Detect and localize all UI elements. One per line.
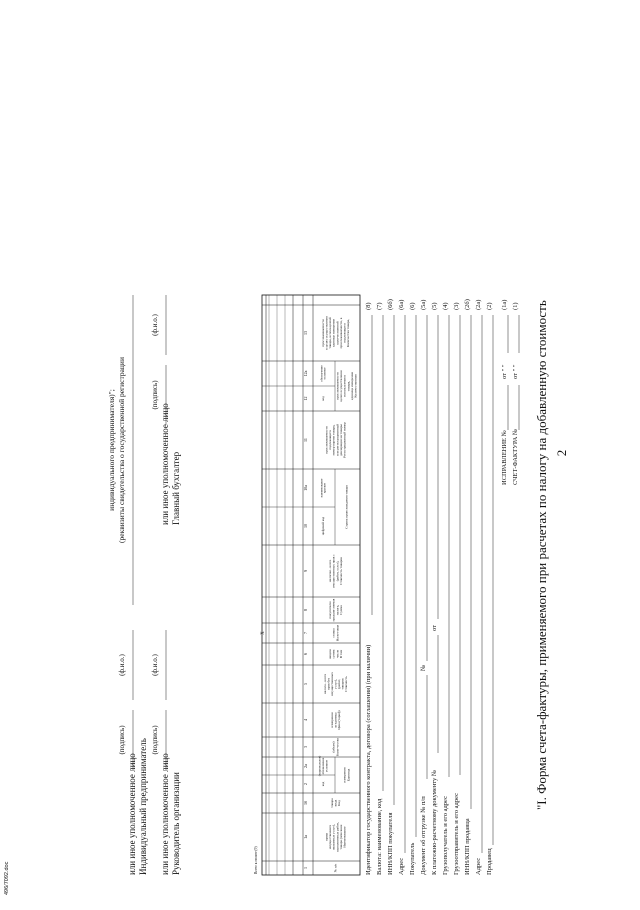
column-header: Нало-говаяставка xyxy=(331,624,340,642)
buyer-inn-code: (6б) xyxy=(387,299,394,310)
shipping-document-code: (5а) xyxy=(420,299,427,310)
column-number: 12 xyxy=(303,396,308,401)
footer-note: 496/7092.doc xyxy=(4,861,10,895)
column-header: № п/п xyxy=(333,863,338,873)
payment-document-code: (5) xyxy=(431,302,438,310)
consignor-code: (3) xyxy=(453,302,460,310)
accountant-label-line2: или иное уполномоченное лицо xyxy=(160,403,170,525)
column-header: Наименованиетовара (описаниевыполненных работ,оказанных услуг),имущественногоправа xyxy=(324,822,347,852)
column-number: 7 xyxy=(303,632,308,634)
invoice-date-label: от " " xyxy=(512,364,519,379)
invoice-table xyxy=(254,295,360,875)
column-header: Регистрационный номердекларации на товарыили регистрационныйномер партии товара,подлежащегопрослеживаемости xyxy=(324,422,347,458)
column-header: Цена (тариф)за единицуизмерения xyxy=(329,710,342,730)
column-header: Страна происхождения товара xyxy=(344,485,349,529)
signature-block xyxy=(107,295,181,875)
column-subheader: код xyxy=(321,396,325,401)
contract-id-code: (8) xyxy=(365,302,372,310)
correction-number-code: (1а) xyxy=(501,299,508,310)
column-number: 13 xyxy=(303,331,308,335)
total-label: Всего к оплате (9) xyxy=(254,846,258,874)
column-number: 1 xyxy=(303,867,308,869)
column-header: Стоимость товаров(работ, услуг),имущественных прав сналогом - всего xyxy=(328,554,343,588)
shipping-document-number: № xyxy=(420,664,427,671)
buyer-address-label: Адрес xyxy=(398,857,405,875)
column-subheader: условноеобозначение xyxy=(319,365,327,382)
accountant-label-line1: Главный бухгалтер xyxy=(171,451,181,525)
column-number: 8 xyxy=(303,609,308,611)
payment-document-from: от xyxy=(431,624,438,631)
ie-sign-caption: (подпись) xyxy=(118,725,126,755)
accountant-name-caption: (ф.и.о.) xyxy=(151,314,159,336)
registration-caption-line2: индивидуального предпринимателя)"; xyxy=(107,389,116,511)
ie-name-caption: (ф.и.о.) xyxy=(118,654,126,676)
column-subheader: цифровой код xyxy=(321,516,325,536)
column-number: 3 xyxy=(303,746,308,748)
column-header: Единицаизмерения xyxy=(342,767,351,783)
registration-caption-line1: (реквизиты свидетельства о государственной регистрации xyxy=(117,357,126,543)
seller-inn-code: (2б) xyxy=(464,299,471,310)
column-number: 2 xyxy=(303,783,308,785)
head-sign-caption: (подпись) xyxy=(151,725,159,755)
buyer-label: Покупатель xyxy=(409,842,416,875)
column-header: Коли-чество(объем) xyxy=(331,738,340,756)
head-name-caption: (ф.и.о.) xyxy=(151,654,159,676)
buyer-inn-label: ИНН/КПП покупателя xyxy=(387,812,394,875)
invoice-number-label: СЧЕТ-ФАКТУРА № xyxy=(512,428,519,485)
consignee-label: Грузополучатель и его адрес xyxy=(442,796,449,875)
column-subheader: краткоенаименование xyxy=(319,478,327,498)
column-number: 1а xyxy=(303,835,308,839)
correction-number-label: ИСПРАВЛЕНИЕ № xyxy=(501,430,508,485)
total-excise-mark: Х xyxy=(261,631,266,635)
column-subheader: код xyxy=(321,781,325,787)
shipping-document-label: Документ об отгрузке № п/п xyxy=(420,796,427,875)
buyer-address-code: (6а) xyxy=(398,299,405,310)
currency-code: (7) xyxy=(376,302,383,310)
seller-address-code: (2а) xyxy=(475,299,482,310)
seller-code: (2) xyxy=(486,302,493,310)
column-number: 5 xyxy=(303,683,308,685)
form-title: "I. Форма счета-фактуры, применяемого при расчетах по налогу на добавленную стоимость xyxy=(534,300,549,810)
column-number: 4 xyxy=(303,719,308,721)
column-header: Кодвидатовара xyxy=(329,798,342,808)
seller-label: Продавец xyxy=(486,848,493,875)
column-header: Количественнаяединица измерениятовара,используемая вцелях осуществленияпрослеживаемости xyxy=(335,370,358,402)
column-number: 9 xyxy=(303,570,308,572)
invoice-number-code: (1) xyxy=(512,302,519,310)
accountant-sign-caption: (подпись) xyxy=(151,380,159,410)
column-number: 11 xyxy=(303,438,308,442)
contract-id-label: Идентификатор государственного контракта, договора (соглашения) (при наличии) xyxy=(365,644,372,875)
head-label-line2: или иное уполномоченное лицо xyxy=(160,753,170,875)
column-subheader: условноеобозначение(национальное) xyxy=(317,755,329,777)
column-number: 10а xyxy=(303,485,308,491)
column-number: 12а xyxy=(303,370,308,377)
column-number: 1б xyxy=(303,800,308,806)
ie-label-line1: Индивидуальный предприниматель xyxy=(138,738,148,875)
consignor-label: Грузоотправитель и его адрес xyxy=(453,792,460,875)
consignee-code: (4) xyxy=(442,302,449,310)
correction-date-label: от " " xyxy=(501,364,508,379)
column-number: 6 xyxy=(303,653,308,655)
column-header: Стоимостьтоваров(работ,услуг),имущественныхправ безналога - всего xyxy=(322,672,349,696)
seller-inn-label: ИНН/КПП продавца xyxy=(464,818,471,875)
column-header: Количество товара,подлежащегопрослеживаемости, вколичественнойединице измерениятовара, используемойв целях осуществленияпрослеживаемости xyxy=(321,316,350,350)
column-header: В томчислесуммаакциза xyxy=(328,649,343,659)
ie-label-line2: или иное уполномоченное лицо xyxy=(127,753,137,875)
currency-label: Валюта: наименование, код xyxy=(376,798,383,875)
column-number: 10 xyxy=(303,524,308,528)
page-number: 2 xyxy=(554,449,569,457)
payment-document-label: К платежно-расчетному документу № xyxy=(431,769,438,875)
head-label-line1: Руководитель организации xyxy=(171,772,181,875)
column-number: 2а xyxy=(303,764,308,768)
seller-address-label: Адрес xyxy=(475,857,482,875)
invoice-number-fields xyxy=(501,300,519,485)
buyer-code: (6) xyxy=(409,302,416,310)
header-fields xyxy=(365,299,493,875)
column-header: Сумманалога,предъяв-ляемаяпокупателю xyxy=(328,598,343,622)
